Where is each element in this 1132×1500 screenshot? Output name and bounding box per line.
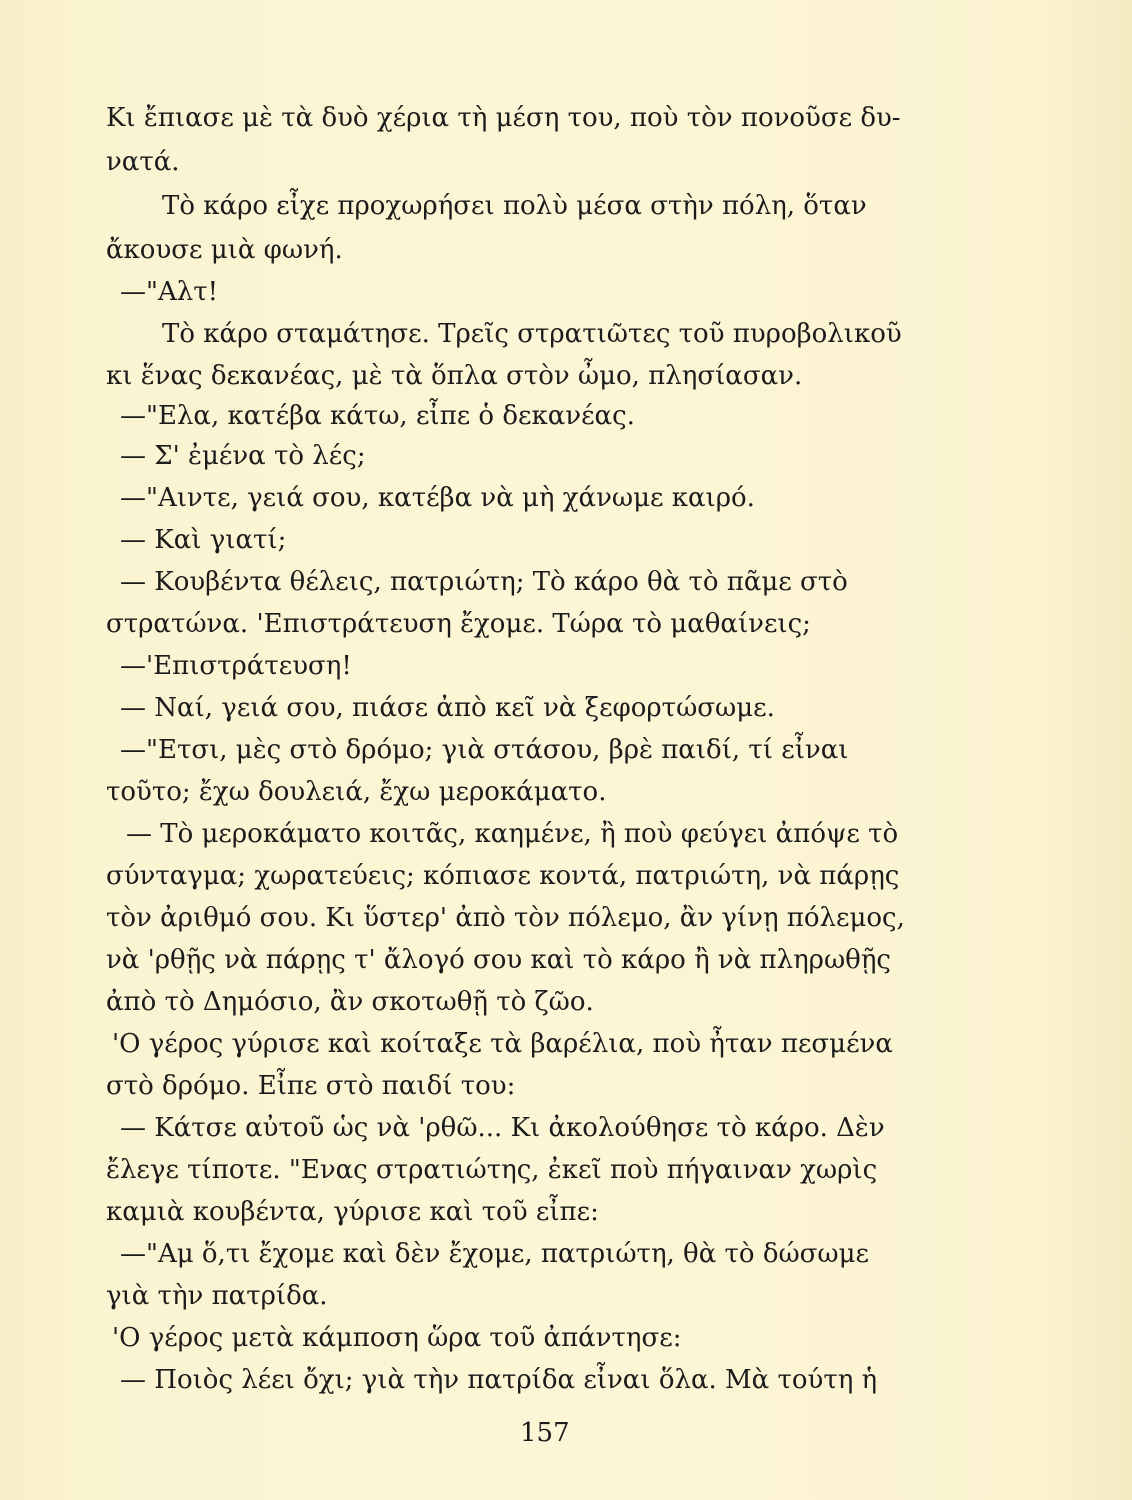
text-line: τοῦτο; ἔχω δουλειά, ἔχω μεροκάματο. [106,777,607,807]
text-line: καμιὰ κουβέντα, γύρισε καὶ τοῦ εἶπε: [106,1197,599,1227]
text-line: — Ναί, γειά σου, πιάσε ἀπὸ κεῖ νὰ ξεφορτώσωμε. [120,693,775,723]
text-line: —"Αμ ὅ,τι ἔχομε καὶ δὲν ἔχομε, πατριώτη, θὰ τὸ δώσωμε [120,1239,869,1269]
text-line: κι ἕνας δεκανέας, μὲ τὰ ὅπλα στὸν ὦμο, πλησίασαν. [106,361,803,391]
text-line: —"Αιντε, γειά σου, κατέβα νὰ μὴ χάνωμε καιρό. [120,483,755,513]
text-line: Τὸ κάρο εἶχε προχωρήσει πολὺ μέσα στὴν πόλη, ὅταν [162,191,867,221]
text-line: ἄκουσε μιὰ φωνή. [106,235,343,265]
text-line: — Τὸ μεροκάματο κοιτᾶς, καημένε, ἢ ποὺ φεύγει ἀπόψε τὸ [126,819,899,849]
text-line: στρατώνα. 'Επιστράτευση ἔχομε. Τώρα τὸ μαθαίνεις; [106,609,811,639]
text-line: νὰ 'ρθῇς νὰ πάρῃς τ' ἄλογό σου καὶ τὸ κάρο ἢ νὰ πληρωθῇς [106,945,891,975]
text-line: 'Ο γέρος μετὰ κάμποση ὥρα τοῦ ἀπάντησε: [112,1323,682,1353]
text-line: στὸ δρόμο. Εἶπε στὸ παιδί του: [106,1071,516,1101]
text-line: Κι ἔπιασε μὲ τὰ δυὸ χέρια τὴ μέση του, ποὺ τὸν πονοῦσε δυ- [106,103,901,133]
text-line: ἀπὸ τὸ Δημόσιο, ἂν σκοτωθῇ τὸ ζῶο. [106,987,594,1017]
text-line: — Ποιὸς λέει ὄχι; γιὰ τὴν πατρίδα εἶναι ὅλα. Μὰ τούτη ἡ [120,1365,878,1395]
text-line: — Κουβέντα θέλεις, πατριώτη; Τὸ κάρο θὰ τὸ πᾶμε στὸ [120,567,848,597]
text-line: νατά. [106,147,180,177]
text-line: 'Ο γέρος γύρισε καὶ κοίταξε τὰ βαρέλια, ποὺ ἦταν πεσμένα [112,1029,893,1059]
text-line: Τὸ κάρο σταμάτησε. Τρεῖς στρατιῶτες τοῦ πυροβολικοῦ [162,319,902,349]
text-line: — Καὶ γιατί; [120,525,287,555]
text-line: —'Επιστράτευση! [120,651,352,681]
text-line: —"Ετσι, μὲς στὸ δρόμο; γιὰ στάσου, βρὲ παιδί, τί εἶναι [120,735,849,765]
text-line: σύνταγμα; χωρατεύεις; κόπιασε κοντά, πατριώτη, νὰ πάρῃς [106,861,900,891]
text-line: τὸν ἀριθμό σου. Κι ὕστερ' ἀπὸ τὸν πόλεμο, ἂν γίνῃ πόλεμος, [106,903,905,933]
text-line: —"Ελα, κατέβα κάτω, εἶπε ὁ δεκανέας. [120,401,635,431]
text-line: — Σ' ἐμένα τὸ λές; [120,441,366,471]
text-line: — Κάτσε αὐτοῦ ὡς νὰ 'ρθῶ... Κι ἀκολούθησε τὸ κάρο. Δὲν [120,1113,885,1143]
text-line: ἔλεγε τίποτε. "Ενας στρατιώτης, ἐκεῖ ποὺ πήγαιναν χωρὶς [106,1155,878,1185]
text-line: γιὰ τὴν πατρίδα. [106,1281,328,1311]
page-number: 157 [520,1418,570,1448]
text-line: —"Αλτ! [120,277,219,307]
